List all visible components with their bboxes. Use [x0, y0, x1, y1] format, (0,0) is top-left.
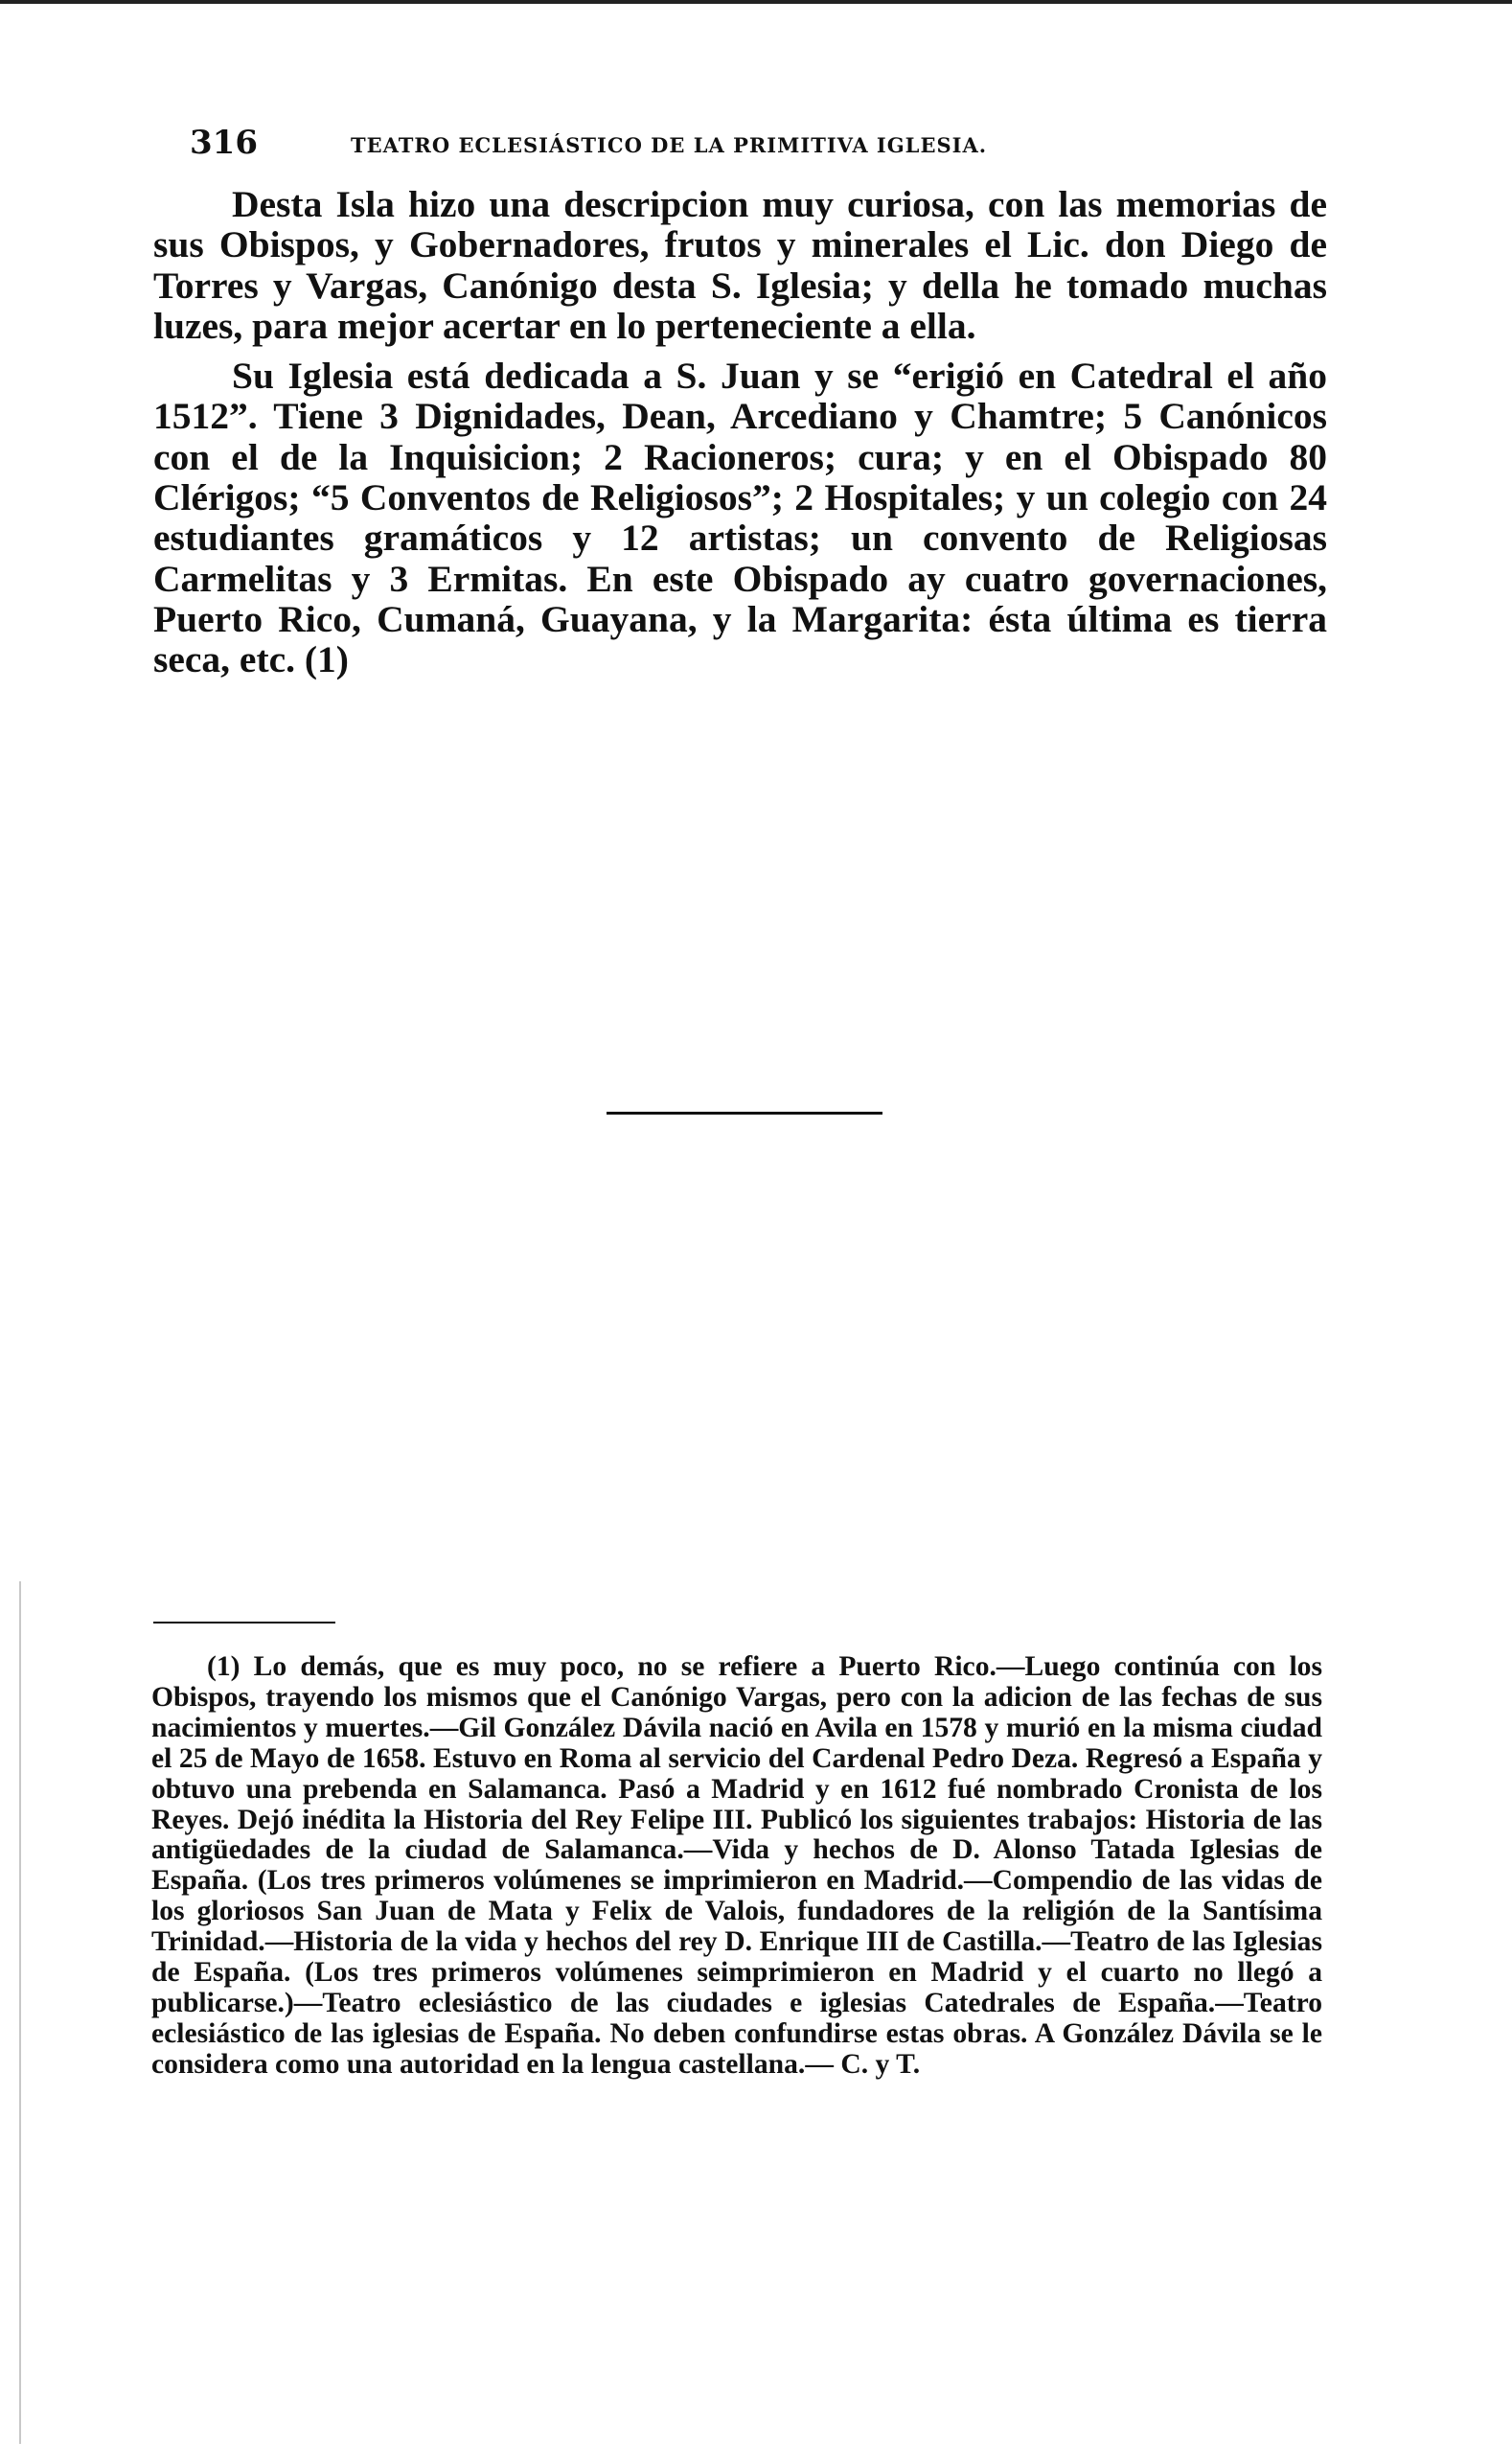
footnote: [151, 1652, 1322, 2081]
scan-margin-line: [19, 1581, 21, 2444]
body-paragraph: Desta Isla hizo una descripcion muy curiosa, con las memorias de sus Obispos, y Gobernadores, frutos y minerales el Lic. don Diego de Torres y Vargas, Canónigo desta S. Iglesia; y della he tomado muchas luzes, para mejor acertar en lo perteneciente a ella.: [153, 183, 1327, 347]
running-title: TEATRO ECLESIÁSTICO DE LA PRIMITIVA IGLESIA.: [351, 133, 988, 157]
body-paragraph: Su Iglesia está dedicada a S. Juan y se “erigió en Catedral el año 1512”. Tiene 3 Dignidades, Dean, Arcediano y Chamtre; 5 Canónicos con el de la Inquisicion; 2 Racioneros; cura; y en el Obispado 80 Clérigos; “5 Conventos de Religiosos”; 2 Hospitales; y un colegio con 24 estudiantes gramáticos y 12 artistas; un convento de Religiosas Carmelitas y 3 Ermitas. En este Obispado ay cuatro governaciones, Puerto Rico, Cumaná, Guayana, y la Margarita: ésta última es tierra seca, etc. (1): [153, 355, 1327, 681]
page-top-edge: [0, 0, 1512, 4]
running-header: [190, 121, 1340, 165]
main-text: [153, 184, 1327, 680]
footnote-divider: [153, 1622, 335, 1623]
footnote-text: (1) Lo demás, que es muy poco, no se refiere a Puerto Rico.—Luego continúa con los Obispos, trayendo los mismos que el Canónigo Vargas, pero con la adicion de las fechas de sus nacimientos y muertes.—Gil González Dávila nació en Avila en 1578 y murió en la misma ciudad el 25 de Mayo de 1658. Estuvo en Roma al servicio del Cardenal Pedro Deza. Regresó a España y obtuvo una prebenda en Salamanca. Pasó a Madrid y en 1612 fué nombrado Cronista de los Reyes. Dejó inédita la Historia del Rey Felipe III. Publicó los siguientes trabajos: Historia de las antigüedades de la ciudad de Salamanca.—Vida y hechos de D. Alonso Tatada Iglesias de España. (Los tres primeros volúmenes se imprimieron en Madrid.—Compendio de las vidas de los gloriosos San Juan de Mata y Felix de Valois, fundadores de la religión de la Santísima Trinidad.—Historia de la vida y hechos del rey D. Enrique III de Castilla.—Teatro de las Iglesias de España. (Los tres primeros volúmenes seimprimieron en Madrid y el cuarto no llegó a publicarse.)—Teatro eclesiástico de las ciudades e iglesias Catedrales de España.—Teatro eclesiástico de las iglesias de España. No deben confundirse estas obras. A González Dávila se le considera como una autoridad en la lengua castellana.— C. y T.: [151, 1651, 1322, 2080]
page-number: 316: [190, 124, 258, 162]
section-divider: [607, 1112, 882, 1115]
